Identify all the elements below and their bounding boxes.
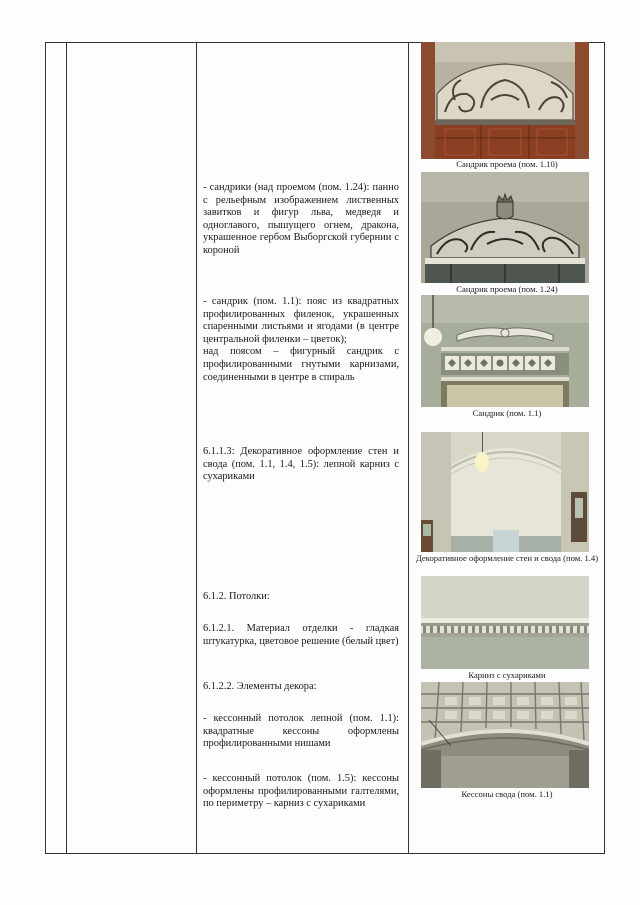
table-bottom-border	[45, 853, 605, 854]
photo-caption: Декоративное оформление стен и свода (пом. 1.4)	[415, 553, 599, 563]
photo-sandrik-124	[421, 172, 589, 283]
photo-caption: Карниз с сухариками	[468, 670, 546, 680]
photo-caption: Сандрик проема (пом. 1.10)	[456, 159, 558, 169]
table-column-divider	[196, 42, 197, 854]
photo-caption: Сандрик (пом. 1.1)	[472, 408, 542, 418]
table-column-divider	[604, 42, 605, 854]
photo-coffered-vault	[421, 682, 589, 788]
sandrik-124-description: - сандрики (над проемом (пом. 1.24): панно с рельефным изображением лиственных завитков и фигур льва, медведя и одноглавого, пышущего огнем, дракона, украшенное гербом Выборгской губернии с короной	[203, 182, 399, 256]
photo-sandrik-110	[421, 42, 589, 159]
sandrik-11-description: - сандрик (пом. 1.1): пояс из квадратных профилированных филенок, украшенных спаренными листьями и ягодами (в центре центральной филенки – цветок); над поясом – фигурный сандрик с профилированными гнутыми карнизами, соединенными в центре в спираль	[203, 296, 399, 383]
photo-walls-vault-14	[421, 432, 589, 552]
photo-sandrik-11	[421, 295, 589, 407]
decor-heading: 6.1.2.2. Элементы декора:	[203, 681, 317, 692]
photo-caption: Кессоны свода (пом. 1.1)	[461, 789, 553, 799]
sandrik-11-continuation: над поясом – фигурный сандрик с профилированными гнутыми карнизами, соединенными в центре в спираль	[203, 346, 399, 383]
table-column-divider	[66, 42, 67, 854]
photo-caption: Сандрик проема (пом. 1.24)	[456, 284, 558, 294]
table-column-divider	[45, 42, 46, 854]
coffered-ceiling-11: - кессонный потолок лепной (пом. 1.1): квадратные кессоны оформлены профилированными нишами	[203, 713, 399, 750]
coffered-ceiling-15: - кессонный потолок (пом. 1.5): кессоны оформлены профилированными галтелями, по периметру – карниз с сухариками	[203, 773, 399, 810]
table-column-divider	[408, 42, 409, 854]
photo-cornice	[421, 576, 589, 669]
walls-decoration-heading: 6.1.1.3: Декоративное оформление стен и свода (пом. 1.1, 1.4, 1.5): лепной карниз с сухариками	[203, 446, 399, 483]
ceilings-heading: 6.1.2. Потолки:	[203, 591, 270, 602]
ceilings-material: 6.1.2.1. Материал отделки - гладкая штукатурка, цветовое решение (белый цвет)	[203, 623, 399, 647]
